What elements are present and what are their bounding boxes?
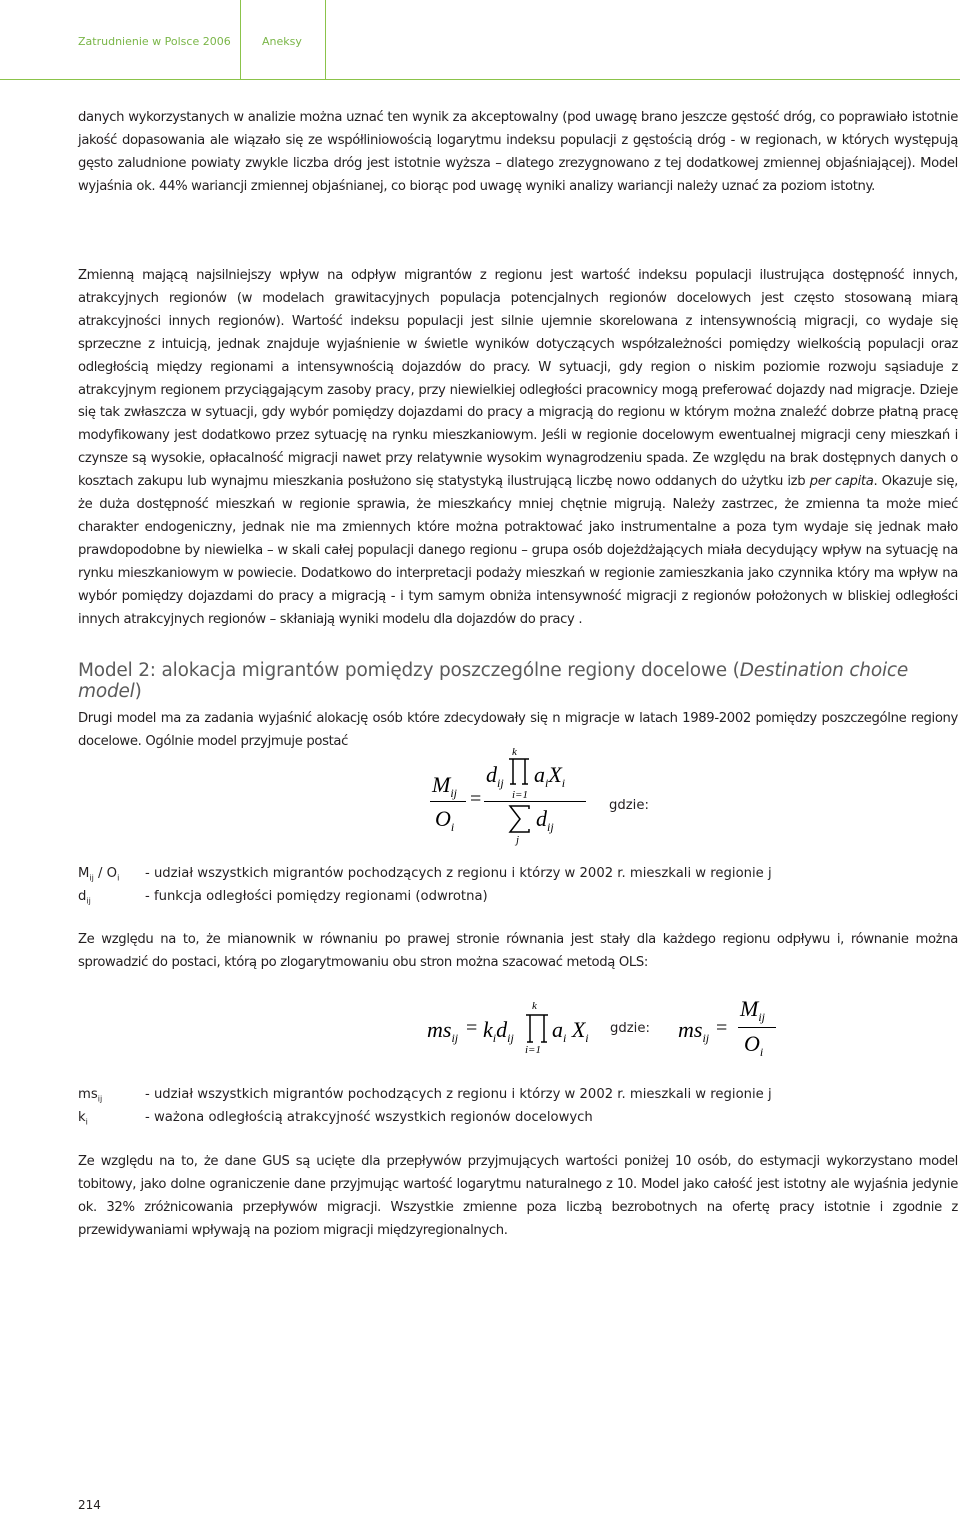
eq2-M: $M_{ij}$ — [740, 996, 765, 1024]
definition-symbol: $d_{ij}$ — [78, 889, 91, 906]
eq2-upper-limit: k — [532, 1000, 537, 1012]
paragraph-5: Ze względu na to, że dane GUS są ucięte dla przepływów przyjmujących wartości poniżej 10 osób, do estymacji wykorzystano model tobitowy, jako dolne ograniczenie dane przyjmując wartość logarytmu naturalnego z 10. Model jako całość jest istotny ale wyjaśnia jedynie ok. 32% zróżnicowania przepływów migracji. Wszystkie zmienne poza liczbą bezrobotnych na ofertę pracy istotnie i zgodnie z przewidywaniami wpływają na poziom migracji międzyregionalnych. — [78, 1154, 958, 1238]
eq1-equals: = — [470, 788, 482, 810]
section-heading — [78, 660, 960, 702]
paragraph-1: danych wykorzystanych w analizie można uznać ten wynik za akceptowalny (pod uwagę brano jeszcze gęstość dróg, co poprawiało istotnie jakość dopasowania ale wiązało się ze współliniowością logarytmu indeksu populacji z gęstością dróg - w regionach, w których występują gęsto zaludnione powiaty zwykle liczba dróg jest istotnie wyższa – dlatego zrezygnowano z tej dodatkowej zmiennej objaśniającej). Model wyjaśnia ok. 44% wariancji zmiennej objaśnianej, co biorąc pod uwagę wyniki analizy wariancji należy uznać za poziom istotny. — [78, 110, 958, 194]
sum-symbol — [508, 805, 532, 833]
paragraph-4: Ze względu na to, że mianownik w równaniu po prawej stronie równania jest stały dla każdego regionu odpływu i, równanie można sprowadzić do postaci, którą po zlogarytmowaniu obu stron można szacować metodą OLS: — [78, 932, 958, 970]
header-divider — [240, 0, 241, 80]
page-number: 214 — [78, 1498, 101, 1512]
eq1-O: $O_i$ — [435, 806, 455, 834]
eq1-lower-limit: i=1 — [512, 789, 528, 801]
heading-close: ) — [134, 681, 142, 702]
eq2-O: $O_i$ — [744, 1031, 764, 1059]
eq2-kd: $k_id_{ij}$ — [483, 1017, 514, 1045]
definition-text: - udział wszystkich migrantów pochodzących z regionu i którzy w 2002 r. mieszkali w regionie j — [145, 1087, 772, 1102]
eq2-lhs: $ms_{ij}$ — [427, 1017, 459, 1045]
eq1-fraction-bar-right — [484, 801, 586, 802]
definition-row — [78, 1107, 593, 1134]
eq2-gdzie-label: gdzie: — [610, 1021, 650, 1036]
eq1-j: j — [516, 834, 520, 846]
definition-symbol: $ms_{ij}$ — [78, 1087, 103, 1104]
eq2-ms: $ms_{ij}$ — [678, 1017, 710, 1045]
product-symbol — [508, 757, 530, 785]
paragraph-3: Drugi model ma za zadania wyjaśnić alokację osób które zdecydowały się n migracje w latach 1989-2002 pomiędzy poszczególne regiony docelowe. Ogólnie model przyjmuje postać — [78, 711, 958, 749]
product-symbol — [525, 1013, 549, 1043]
eq1-d-denominator: $d_{ij}$ — [536, 806, 554, 834]
definition-text: - funkcja odległości pomiędzy regionami (odwrotna) — [145, 889, 488, 904]
header-divider — [325, 0, 326, 80]
definition-text: - ważona odległością atrakcyjność wszystkich regionów docelowych — [145, 1110, 593, 1125]
definition-row — [78, 886, 488, 913]
heading-text: Model 2: alokacja migrantów pomiędzy poszczególne regiony docelowe ( — [78, 660, 740, 681]
eq2-equals-2: = — [716, 1017, 728, 1039]
eq1-k: k — [512, 746, 517, 758]
eq1-fraction-bar-left — [430, 801, 466, 802]
definition-symbol: $M_{ij} / O_i$ — [78, 866, 120, 883]
eq2-equals: = — [466, 1017, 478, 1039]
eq2-aX: $a_i$ $X_i$ — [552, 1017, 589, 1045]
header-right-title: Aneksy — [262, 35, 302, 48]
page-header — [0, 0, 960, 80]
eq2-lower-limit: i=1 — [525, 1044, 541, 1056]
heading-italic: Destination choice model — [78, 660, 909, 702]
header-rule — [0, 79, 960, 80]
paragraph-2 — [78, 265, 958, 632]
eq1-gdzie-label: gdzie: — [609, 798, 649, 813]
definition-symbol: $k_i$ — [78, 1110, 88, 1127]
eq1-aX: $a_iX_i$ — [534, 762, 566, 790]
eq1-M: $M_{ij}$ — [432, 772, 457, 800]
eq1-d: $d_{ij}$ — [486, 762, 504, 790]
paragraph-2-text-end: . Okazuje się, że duża dostępność mieszkań w regionie sprawia, że mieszkańcy mniej chętnie migrują. Należy zastrzec, że zmienna ta może mieć charakter endogeniczny, jednak nie ma zmiennych które można potraktować jako instrumentalne a poza tym wydaje się jednak mało prawdopodobne by niewielka – w skali całej populacji danego regionu – grupa osób dojeżdżających miała decydujący wpływ na sytuację na rynku mieszkaniowym w powiecie. Dodatkowo do interpretacji podaży mieszkań w regionie zamieszkania jako czynnika który ma wpływ na wybór pomiędzy dojazdami do pracy a migracją - i tym samym obniża intensywność migracji z regionów położonych w bliskiej odległości innych atrakcyjnych regionów – skłaniają wyniki modelu dla dojazdów do pracy . — [78, 474, 958, 627]
definition-text: - udział wszystkich migrantów pochodzących z regionu i którzy w 2002 r. mieszkali w regionie j — [145, 866, 772, 881]
header-left-title: Zatrudnienie w Polsce 2006 — [78, 35, 231, 48]
paragraph-2-italic: per capita — [809, 474, 874, 490]
paragraph-2-text: Zmienną mającą najsilniejszy wpływ na odpływ migrantów z regionu jest wartość indeksu populacji ilustrująca dostępność innych, atrakcyjnych regionów (w modelach grawitacyjnych populacja potencjalnych regionów docelowych jest często stosowaną miarą atrakcyjności innych regionów). Wartość indeksu populacji jest silnie ujemnie skorelowana z intensywnością migracji, co wydaje się sprzeczne z intuicją, jednak znajduje wyjaśnienie w świetle wyników dotyczących współzależności pomiędzy wielkością populacji oraz odległością między regionami a intensywnością dojazdów do pracy. W sytuacji, gdy region o niskim poziomie rozwoju sąsiaduje z atrakcyjnym regionem przyciągającym zasoby pracy, przy niewielkiej odległości pracownicy mogą preferować dojazdy nad migracje. Dzieje się tak zwłaszcza w sytuacji, gdy wybór pomiędzy dojazdami do pracy a migracją do regionu w którym można znaleźć dobrze płatną pracę modyfikowany jest dodatkowo przez sytuację na rynku mieszkaniowym. Jeśli w regionie docelowym ewentualnej migracji ceny mieszkań i czynsze są wysokie, opłacalność migracji nawet przy relatywnie wysokim wynagrodzeniu spada. Ze względu na brak dostępnych danych o kosztach zakupu lub wynajmu mieszkania posłużono się statystyką ilustrującą liczbę nowo oddanych do użytku izb — [78, 268, 958, 490]
eq2-fraction-bar — [738, 1027, 776, 1028]
